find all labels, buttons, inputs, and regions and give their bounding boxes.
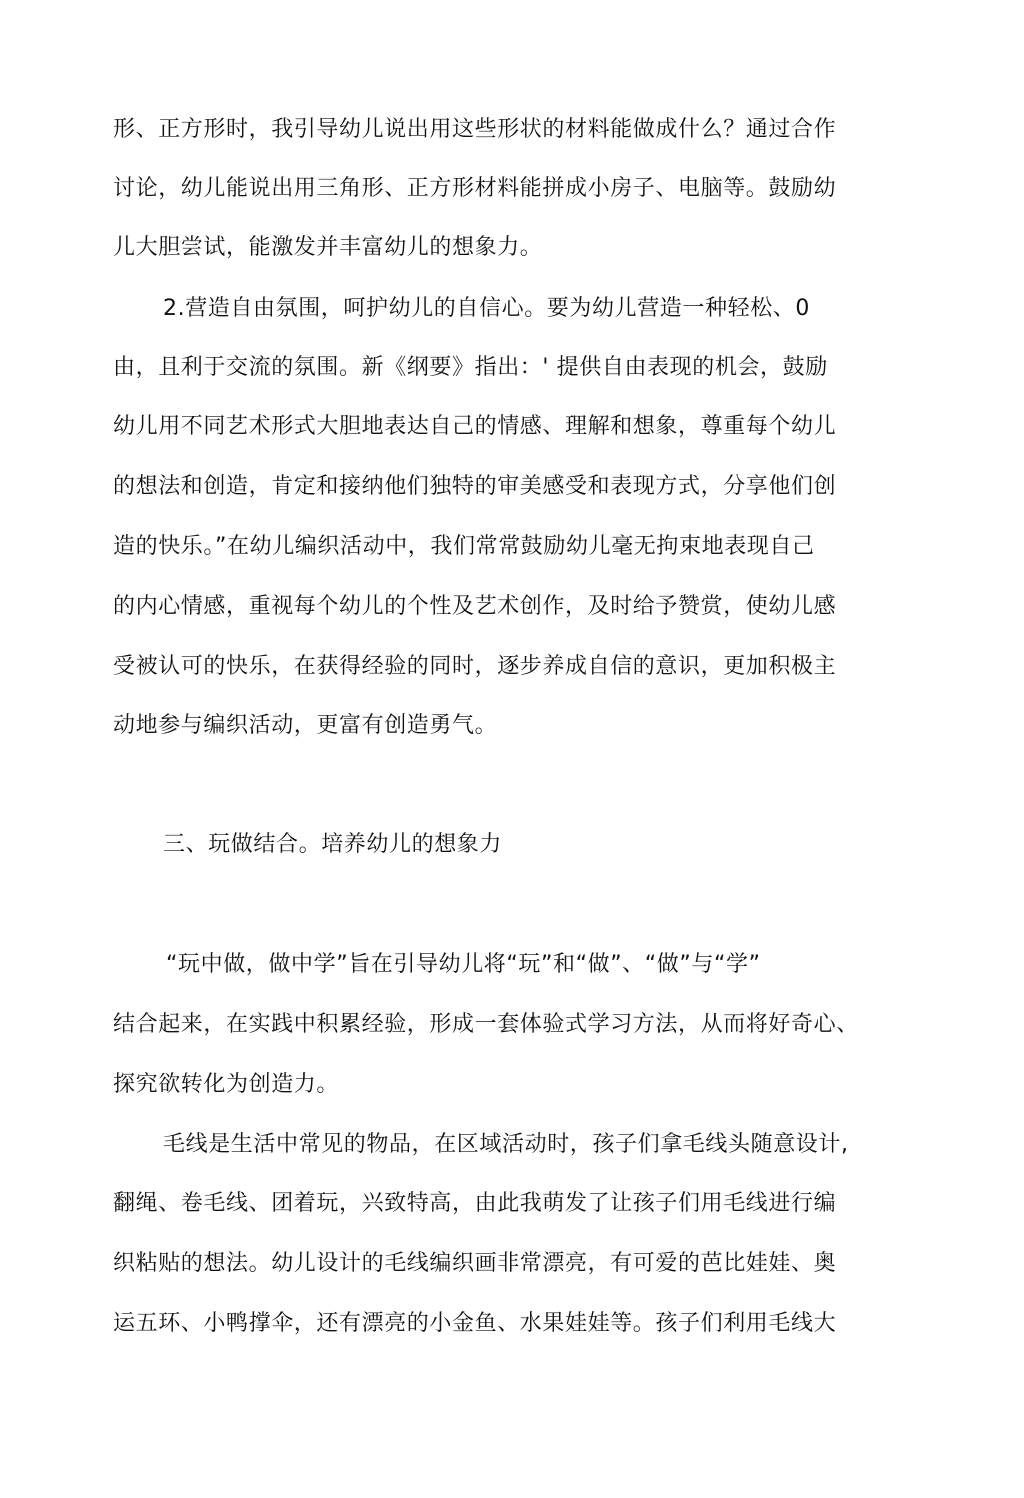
body-text-line: 织粘贴的想法。幼儿设计的毛线编织画非常漂亮，有可爱的芭比娃娃、奥: [113, 1251, 837, 1276]
body-text-line: 受被认可的快乐，在获得经验的同时，逐步养成自信的意识，更加积极主: [113, 654, 837, 679]
body-text-line: 形、正方形时，我引导幼儿说出用这些形状的材料能做成什么？通过合作: [113, 117, 837, 142]
body-text-line: 由，且利于交流的氛围。新《纲要》指出：' 提供自由表现的机会，鼓励: [113, 355, 828, 380]
body-text-line: 的内心情感，重视每个幼儿的个性及艺术创作，及时给予赞赏，使幼儿感: [113, 594, 837, 619]
body-text-line: 探究欲转化为创造力。: [113, 1072, 340, 1097]
body-text-line: 造的快乐。”在幼儿编织活动中，我们常常鼓励幼儿毫无拘束地表现自己: [113, 534, 815, 559]
body-text-line: 的想法和创造，肯定和接纳他们独特的审美感受和表现方式，分享他们创: [113, 474, 837, 499]
body-text-line: 儿大胆尝试，能激发并丰富幼儿的想象力。: [113, 235, 543, 260]
section-heading: 三、玩做结合。培养幼儿的想象力: [163, 832, 503, 857]
body-text-line: 讨论，幼儿能说出用三角形、正方形材料能拼成小房子、电脑等。鼓励幼: [113, 176, 837, 201]
body-text-line: 翻绳、卷毛线、团着玩，兴致特高，由此我萌发了让孩子们用毛线进行编: [113, 1191, 837, 1216]
body-text-line: 结合起来，在实践中积累经验，形成一套体验式学习方法，从而将好奇心、: [113, 1012, 859, 1037]
paragraph-start-line: “玩中做，做中学”旨在引导幼儿将“玩”和“做”、“做”与“学”: [166, 952, 761, 977]
paragraph-start-line: 2.营造自由氛围，呵护幼儿的自信心。要为幼儿营造一种轻松、0: [163, 296, 810, 321]
body-text-line: 动地参与编织活动，更富有创造勇气。: [113, 713, 498, 738]
body-text-line: 运五环、小鸭撑伞，还有漂亮的小金鱼、水果娃娃等。孩子们利用毛线大: [113, 1311, 837, 1336]
paragraph-start-line: 毛线是生活中常见的物品，在区域活动时，孩子们拿毛线头随意设计,: [163, 1132, 849, 1157]
body-text-line: 幼儿用不同艺术形式大胆地表达自己的情感、理解和想象，尊重每个幼儿: [113, 414, 837, 439]
